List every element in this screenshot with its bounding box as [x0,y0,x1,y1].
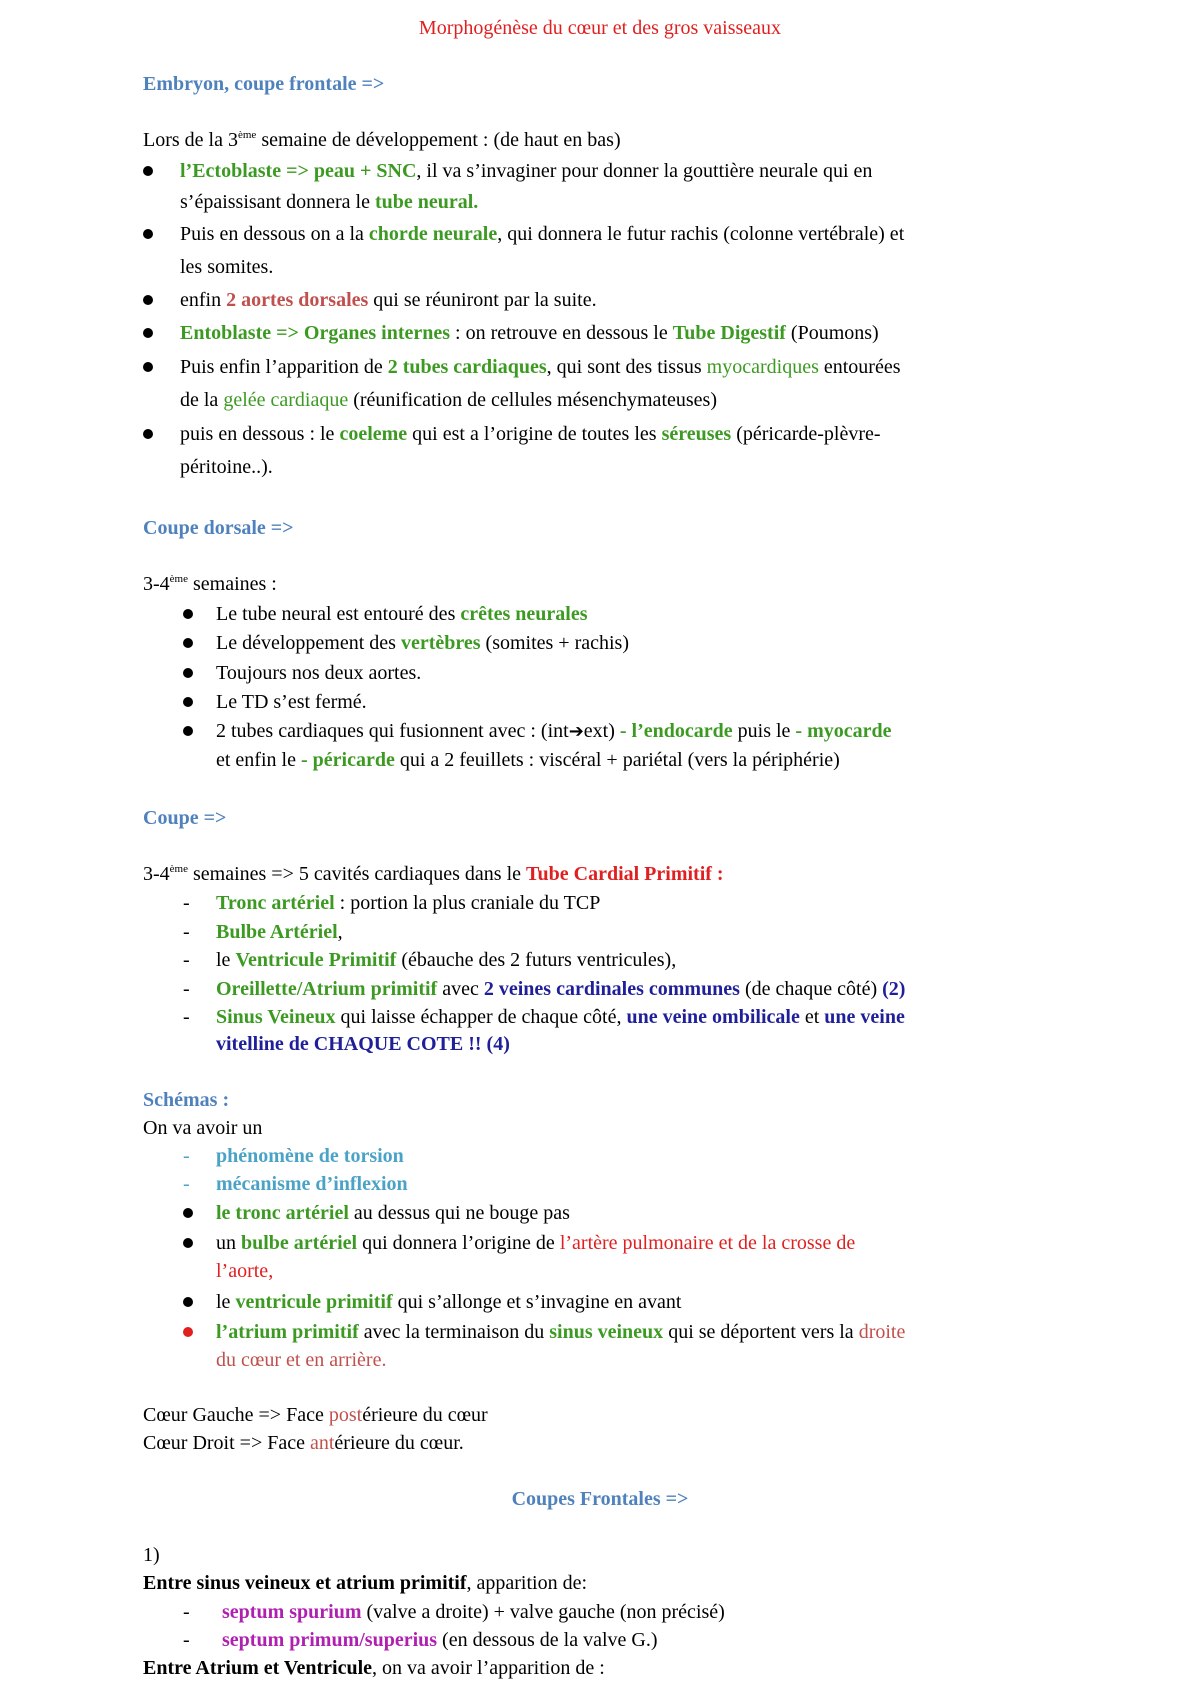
s1-b6-line2: péritoine..). [180,456,273,478]
dash-marker: - [183,978,190,1000]
bullet-icon [143,328,153,338]
s4-b4-line2: du cœur et en arrière. [216,1349,387,1371]
s3-d3: le Ventricule Primitif (ébauche des 2 futurs ventricules), [216,949,677,971]
s2-b2: Le développement des vertèbres (somites + rachis) [216,632,629,654]
s4-b4-line1: l’atrium primitif avec la terminaison du sinus veineux qui se déportent vers la droite [216,1321,906,1343]
dash-marker: - [183,949,190,971]
heading-coupe: Coupe => [143,807,227,829]
bullet-icon [183,609,193,619]
heading-coupe-dorsale: Coupe dorsale => [143,517,294,539]
s1-b1-line2: s’épaissisant donnera le tube neural. [180,191,479,213]
s2-b5-line2: et enfin le - péricarde qui a 2 feuillets : viscéral + pariétal (vers la périphérie) [216,749,840,771]
bullet-icon [183,1327,193,1337]
s2-b5-line1: 2 tubes cardiaques qui fusionnent avec : (int➔ext) - l’endocarde puis le - myocarde [216,720,892,742]
bullet-icon [183,1297,193,1307]
bullet-icon [183,638,193,648]
bullet-icon [143,429,153,439]
s2-intro: 3-4ème semaines : [143,573,277,595]
s4-coeur-gauche: Cœur Gauche => Face postérieure du cœur [143,1404,488,1426]
dash-marker: - [183,921,190,943]
dash-marker: - [183,1629,190,1651]
s3-d2: Bulbe Artériel, [216,921,343,943]
bullet-icon [183,1208,193,1218]
s4-intro: On va avoir un [143,1117,263,1139]
s1-b4: Entoblaste => Organes internes : on retrouve en dessous le Tube Digestif (Poumons) [180,322,879,344]
s3-d5-line1: Sinus Veineux qui laisse échapper de chaque côté, une veine ombilicale et une veine [216,1006,905,1028]
s3-d4: Oreillette/Atrium primitif avec 2 veines cardinales communes (de chaque côté) (2) [216,978,906,1000]
s4-b2-line2: l’aorte, [216,1260,274,1282]
dash-marker: - [183,1145,190,1167]
dash-marker: - [183,1006,190,1028]
s4-coeur-droit: Cœur Droit => Face antérieure du cœur. [143,1432,464,1454]
dash-marker: - [183,892,190,914]
s3-d1: Tronc artériel : portion la plus craniale du TCP [216,892,601,914]
s3-d5-line2: vitelline de CHAQUE COTE !! (4) [216,1033,510,1055]
s1-b3: enfin 2 aortes dorsales qui se réuniront par la suite. [180,289,597,311]
s2-b4: Le TD s’est fermé. [216,691,367,713]
bullet-icon [143,295,153,305]
s1-b6-line1: puis en dessous : le coeleme qui est a l’origine de toutes les séreuses (péricarde-plèvre- [180,423,881,445]
s4-d2: mécanisme d’inflexion [216,1173,408,1195]
s5-d1: septum spurium (valve a droite) + valve gauche (non précisé) [222,1601,725,1623]
s2-b3: Toujours nos deux aortes. [216,662,422,684]
page-title: Morphogénèse du cœur et des gros vaisseaux [418,17,782,39]
s1-intro: Lors de la 3ème semaine de développement : (de haut en bas) [143,129,621,151]
s4-b2-line1: un bulbe artériel qui donnera l’origine de l’artère pulmonaire et de la crosse de [216,1232,856,1254]
s4-d1: phénomène de torsion [216,1145,404,1167]
bullet-icon [143,166,153,176]
s1-b5-line2: de la gelée cardiaque (réunification de cellules mésenchymateuses) [180,389,717,411]
s4-b3: le ventricule primitif qui s’allonge et s’invagine en avant [216,1291,682,1313]
arrow-right-icon: ➔ [568,721,584,742]
bullet-icon [183,726,193,736]
bullet-icon [183,1238,193,1248]
dash-marker: - [183,1601,190,1623]
s1-b2-line2: les somites. [180,256,274,278]
s5-d2: septum primum/superius (en dessous de la valve G.) [222,1629,658,1651]
s5-line1: Entre sinus veineux et atrium primitif, apparition de: [143,1572,588,1594]
bullet-icon [143,229,153,239]
dash-marker: - [183,1173,190,1195]
heading-coupes-frontales: Coupes Frontales => [511,1488,689,1510]
s4-b1: le tronc artériel au dessus qui ne bouge pas [216,1202,570,1224]
bullet-icon [143,362,153,372]
bullet-icon [183,697,193,707]
s3-intro: 3-4ème semaines => 5 cavités cardiaques dans le Tube Cardial Primitif : [143,863,724,885]
s5-line2: Entre Atrium et Ventricule, on va avoir l’apparition de : [143,1657,605,1679]
s1-b5-line1: Puis enfin l’apparition de 2 tubes cardiaques, qui sont des tissus myocardiques entourées [180,356,901,378]
heading-embryon: Embryon, coupe frontale => [143,73,385,95]
heading-schemas: Schémas : [143,1089,230,1111]
bullet-icon [183,668,193,678]
s1-b2-line1: Puis en dessous on a la chorde neurale, qui donnera le futur rachis (colonne vertébrale) et [180,223,905,245]
s1-b1-line1: l’Ectoblaste => peau + SNC, il va s’invaginer pour donner la gouttière neurale qui en [180,160,873,182]
s5-number: 1) [143,1544,160,1566]
s2-b1: Le tube neural est entouré des crêtes neurales [216,603,588,625]
